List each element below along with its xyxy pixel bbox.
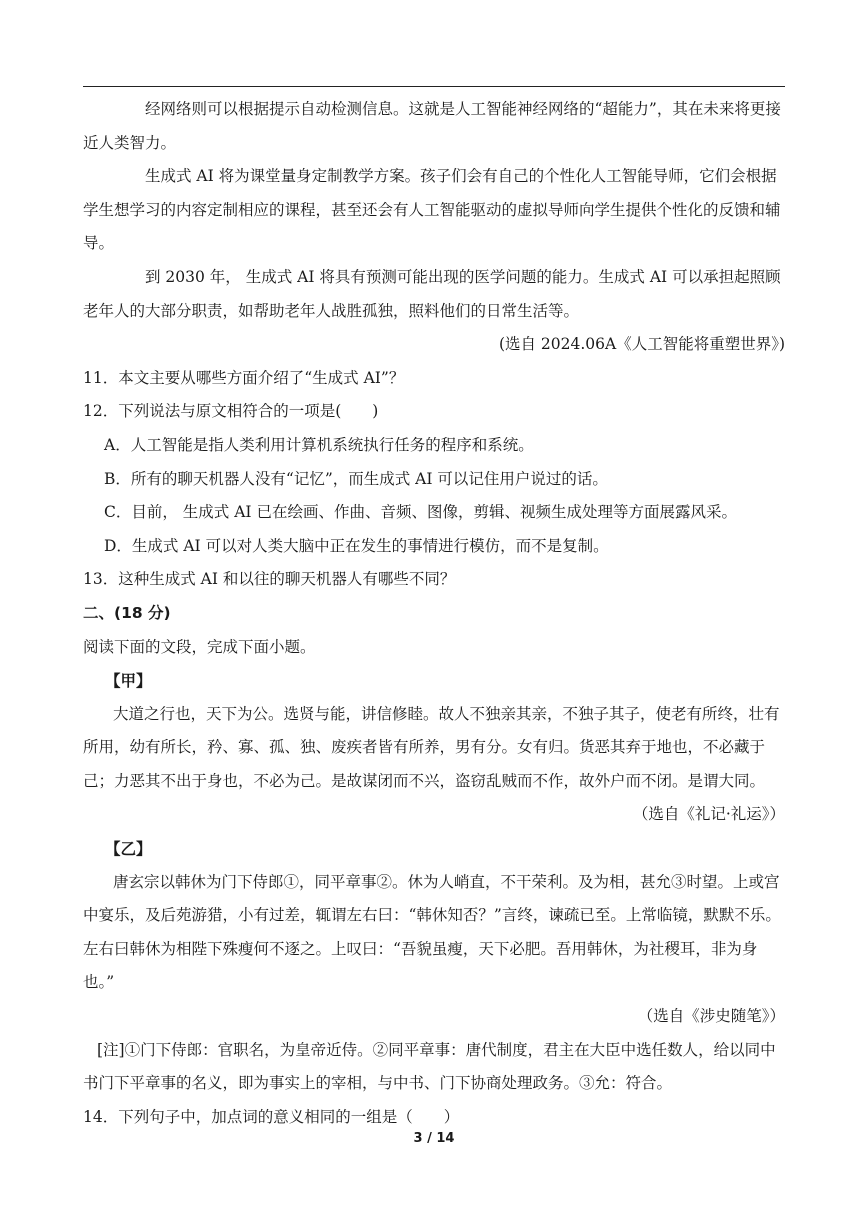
text-jia-source: （选自《礼记·礼运》） — [632, 805, 785, 824]
text-jia-body: 大道之行也，天下为公。选贤与能，讲信修睦。故人不独亲其亲，不独子其子，使老有所终，壮有所用，幼有所长，矜、寡、孤、独、废疾者皆有所养，男有分。女有归。货恶其弃于地也，不必藏于己；力恶其不出于身也，不必为己。是故谋闭而不兴，盗窃乱贼而不作，故外户而不闭。是谓大同。 — [83, 704, 780, 790]
text-yi-label: 【乙】 — [105, 839, 152, 859]
passage-source: (选自 2024.06A《人工智能将重塑世界》) — [498, 335, 785, 354]
header-rule — [83, 86, 785, 87]
text-jia-label: 【甲】 — [105, 671, 152, 691]
section-heading: 二、(18 分) — [83, 603, 171, 622]
passage-paragraph: 经网络则可以根据提示自动检测信息。这就是人工智能神经网络的“超能力”，其在未来将更接近人类智力。 — [83, 100, 781, 152]
annotation-note: [注]①门下侍郎：官职名，为皇帝近侍。②同平章事：唐代制度，君主在大臣中选任数人，给以同中书门下平章事的名义，即为事实上的宰相，与中书、门下协商处理政务。③允：符合。 — [83, 1040, 776, 1093]
page-number: 3 / 14 — [413, 1131, 455, 1146]
text-yi-body: 唐玄宗以韩休为门下侍郎①，同平章事②。休为人峭直，不干荣利。及为相，甚允③时望。上或宫中宴乐，及后苑游猎，小有过差，辄谓左右曰：“韩休知否？”言终，谏疏已至。上常临镜，默默不乐。左右曰韩休为相陛下殊瘦何不逐之。上叹曰：“吾貌虽瘦，天下必肥。吾用韩休，为社稷耳，非为身也。” — [83, 872, 781, 992]
option-a: A．人工智能是指人类利用计算机系统执行任务的程序和系统。 — [104, 435, 534, 454]
question-14: 14．下列句子中，加点词的意义相同的一组是（ ） — [83, 1107, 460, 1126]
question-11: 11．本文主要从哪些方面介绍了“生成式 AI”？ — [83, 368, 405, 387]
option-b: B．所有的聊天机器人没有“记忆”，而生成式 AI 可以记住用户说过的话。 — [104, 469, 608, 488]
passage-paragraph: 生成式 AI 将为课堂量身定制教学方案。孩子们会有自己的个性化人工智能导师，它们会根据学生想学习的内容定制相应的课程，甚至还会有人工智能驱动的虚拟导师向学生提供个性化的反馈和辅导。 — [83, 167, 781, 253]
question-12: 12．下列说法与原文相符合的一项是( ) — [83, 402, 379, 421]
passage-paragraph: 到 2030 年， 生成式 AI 将具有预测可能出现的医学问题的能力。生成式 AI 可以承担起照顾老年人的大部分职责，如帮助老年人战胜孤独，照料他们的日常生活等。 — [83, 267, 781, 320]
text-yi-source: （选自《涉史随笔》） — [637, 1007, 785, 1026]
option-d: D．生成式 AI 可以对人类大脑中正在发生的事情进行模仿，而不是复制。 — [104, 536, 609, 555]
question-13: 13．这种生成式 AI 和以往的聊天机器人有哪些不同？ — [83, 570, 456, 589]
option-c: C．目前， 生成式 AI 已在绘画、作曲、音频、图像，剪辑、视频生成处理等方面展露风采。 — [104, 503, 737, 522]
section-intro: 阅读下面的文段，完成下面小题。 — [83, 637, 316, 656]
document-page — [83, 93, 785, 1134]
